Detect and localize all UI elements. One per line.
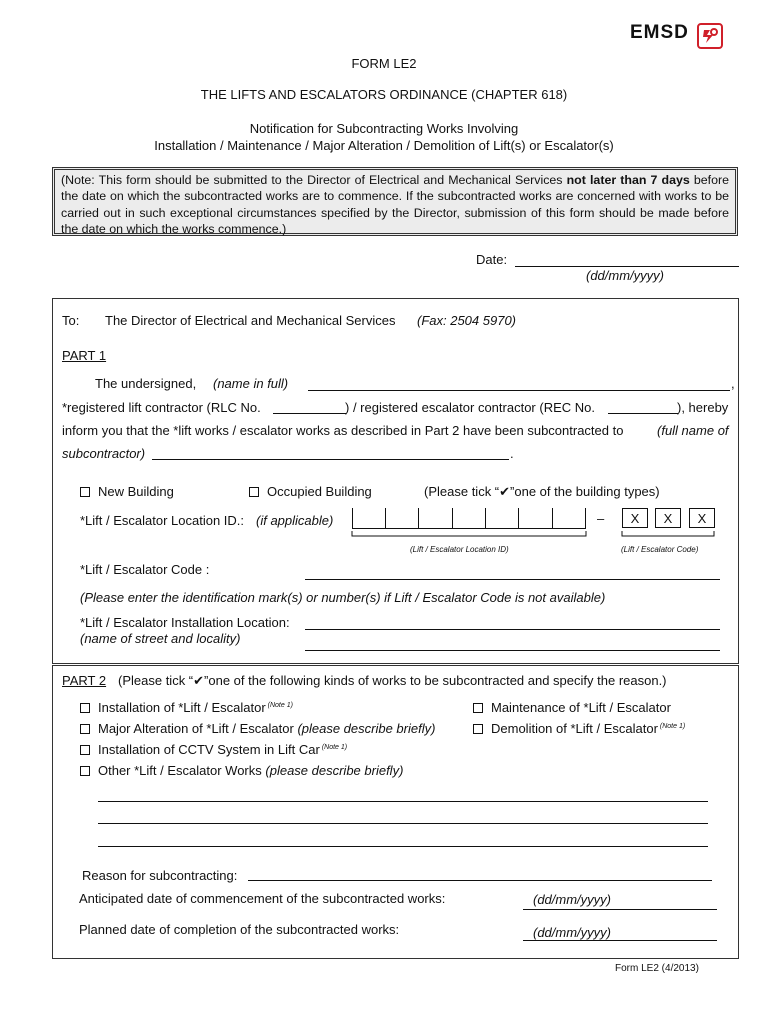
lift-code-field[interactable] bbox=[305, 579, 720, 580]
part1-frame bbox=[52, 298, 739, 664]
code-bracket bbox=[620, 530, 718, 542]
install-location-hint: (name of street and locality) bbox=[80, 631, 241, 646]
location-id-boxes[interactable] bbox=[352, 508, 586, 529]
description-line-3[interactable] bbox=[98, 846, 708, 847]
commencement-date-hint: (dd/mm/yyyy) bbox=[533, 892, 611, 907]
code-caption: (Lift / Escalator Code) bbox=[621, 545, 699, 554]
period: . bbox=[510, 446, 514, 461]
logo-text: EMSD bbox=[630, 22, 689, 43]
occupied-building-label: Occupied Building bbox=[267, 484, 372, 499]
other-works-label: Other *Lift / Escalator Works bbox=[98, 763, 262, 778]
description-line-2[interactable] bbox=[98, 823, 708, 824]
maintenance-label: Maintenance of *Lift / Escalator bbox=[491, 700, 671, 715]
completion-label: Planned date of completion of the subcontracted works: bbox=[79, 922, 400, 937]
completion-date-field[interactable] bbox=[523, 940, 717, 941]
inform-text: inform you that the *lift works / escalator works as described in Part 2 have been subcontracted to bbox=[62, 423, 624, 438]
occupied-building-checkbox[interactable] bbox=[249, 487, 259, 497]
location-id-caption: (Lift / Escalator Location ID) bbox=[410, 545, 509, 554]
major-alteration-label: Major Alteration of *Lift / Escalator bbox=[98, 721, 294, 736]
commencement-label: Anticipated date of commencement of the subcontracted works: bbox=[79, 891, 446, 906]
rec-label: ) / registered escalator contractor (REC No. bbox=[345, 400, 595, 415]
install-location-field-2[interactable] bbox=[305, 650, 720, 651]
reason-label: Reason for subcontracting: bbox=[82, 868, 238, 883]
location-id-cell[interactable] bbox=[552, 508, 553, 528]
installation-label: Installation of *Lift / Escalator bbox=[98, 700, 266, 715]
id-code-dash: – bbox=[597, 511, 605, 526]
lift-code-hint: (Please enter the identification mark(s) or number(s) if Lift / Escalator Code is not available) bbox=[80, 590, 606, 605]
work-major-alteration-option[interactable] bbox=[80, 721, 435, 736]
date-label: Date: bbox=[476, 252, 508, 267]
completion-date-hint: (dd/mm/yyyy) bbox=[533, 925, 611, 940]
date-format-hint: (dd/mm/yyyy) bbox=[586, 268, 664, 283]
lift-code-label: *Lift / Escalator Code : bbox=[80, 562, 210, 577]
part2-instruction: (Please tick “✔”one of the following kinds of works to be subcontracted and specify the reason.) bbox=[118, 673, 667, 688]
location-id-label: *Lift / Escalator Location ID.: bbox=[80, 513, 245, 528]
emsd-logo bbox=[630, 22, 689, 44]
to-label: To: bbox=[62, 313, 80, 328]
other-works-checkbox[interactable] bbox=[80, 766, 90, 776]
fax-number: (Fax: 2504 5970) bbox=[417, 313, 517, 328]
work-demolition-option[interactable] bbox=[473, 721, 685, 736]
rlc-number-field[interactable] bbox=[273, 413, 346, 414]
undersigned-label: The undersigned, bbox=[95, 376, 197, 391]
form-title-line2: Installation / Maintenance / Major Alteration / Demolition of Lift(s) or Escalator(s) bbox=[154, 138, 614, 153]
rlc-label: *registered lift contractor (RLC No. bbox=[62, 400, 261, 415]
if-applicable-hint: (if applicable) bbox=[256, 513, 334, 528]
date-field[interactable] bbox=[515, 266, 739, 267]
location-id-cell[interactable] bbox=[352, 508, 353, 528]
subcontractor-hint-b: subcontractor) bbox=[62, 446, 146, 461]
part1-heading: PART 1 bbox=[62, 348, 107, 363]
describe-briefly-hint: (please describe briefly) bbox=[265, 763, 404, 778]
major-alteration-checkbox[interactable] bbox=[80, 724, 90, 734]
installation-checkbox[interactable] bbox=[80, 703, 90, 713]
location-id-baseline bbox=[352, 528, 586, 529]
maintenance-checkbox[interactable] bbox=[473, 703, 483, 713]
note1-ref: (Note 1) bbox=[321, 744, 348, 751]
code-cell-2[interactable]: X bbox=[655, 508, 681, 528]
form-version: Form LE2 (4/2013) bbox=[615, 963, 699, 974]
description-line-1[interactable] bbox=[98, 801, 708, 802]
ordinance-title: THE LIFTS AND ESCALATORS ORDINANCE (CHAPTER 618) bbox=[200, 87, 568, 102]
work-maintenance-option[interactable] bbox=[473, 700, 671, 715]
cctv-checkbox[interactable] bbox=[80, 745, 90, 755]
work-other-option[interactable] bbox=[80, 763, 403, 778]
form-number: FORM LE2 bbox=[351, 56, 417, 71]
note1-ref: (Note 1) bbox=[267, 702, 293, 709]
demolition-checkbox[interactable] bbox=[473, 724, 483, 734]
work-installation-option[interactable] bbox=[80, 700, 293, 715]
submission-note bbox=[52, 167, 738, 236]
new-building-label: New Building bbox=[98, 484, 174, 499]
code-cell-3[interactable]: X bbox=[689, 508, 715, 528]
name-hint: (name in full) bbox=[213, 376, 289, 391]
location-id-cell[interactable] bbox=[518, 508, 519, 528]
recipient: The Director of Electrical and Mechanical Services bbox=[105, 313, 396, 328]
subcontractor-name-field[interactable] bbox=[152, 459, 509, 460]
note1-ref: (Note 1) bbox=[659, 723, 686, 730]
commencement-date-field[interactable] bbox=[523, 909, 717, 910]
reason-field[interactable] bbox=[248, 880, 712, 881]
location-id-cell[interactable] bbox=[385, 508, 386, 528]
new-building-option[interactable] bbox=[80, 484, 174, 499]
location-id-bracket bbox=[350, 530, 590, 542]
rec-number-field[interactable] bbox=[608, 413, 678, 414]
location-id-cell[interactable] bbox=[585, 508, 586, 528]
location-id-cell[interactable] bbox=[485, 508, 486, 528]
full-name-field[interactable] bbox=[308, 390, 730, 391]
emsd-logo-icon bbox=[697, 23, 723, 49]
occupied-building-option[interactable] bbox=[249, 484, 372, 499]
comma: , bbox=[731, 376, 735, 391]
describe-briefly-hint: (please describe briefly) bbox=[297, 721, 436, 736]
code-cell-1[interactable]: X bbox=[622, 508, 648, 528]
form-title-line1: Notification for Subcontracting Works Involving bbox=[249, 121, 519, 136]
note-text-continued: before the date on which the subcontracted works are to commence. If the subcontracted works are concerned with works to be carried out in such exceptional circumstances specified by the Director, submission of this form should be made before the date on which the works commence.) bbox=[61, 173, 730, 236]
install-location-field-1[interactable] bbox=[305, 629, 720, 630]
part2-heading: PART 2 bbox=[62, 673, 107, 688]
hereby-text: ), hereby bbox=[677, 400, 729, 415]
note-text: (Note: This form should be submitted to the Director of Electrical and Mechanical Services bbox=[61, 173, 567, 187]
location-id-cell[interactable] bbox=[452, 508, 453, 528]
location-id-cell[interactable] bbox=[418, 508, 419, 528]
new-building-checkbox[interactable] bbox=[80, 487, 90, 497]
install-location-label: *Lift / Escalator Installation Location: bbox=[80, 615, 290, 630]
note-deadline: not later than 7 days bbox=[566, 173, 690, 187]
building-tick-instruction: (Please tick “✔”one of the building types) bbox=[424, 484, 660, 499]
subcontractor-hint-a: (full name of bbox=[657, 423, 729, 438]
cctv-label: Installation of CCTV System in Lift Car bbox=[98, 742, 320, 757]
work-cctv-option[interactable] bbox=[80, 742, 347, 757]
demolition-label: Demolition of *Lift / Escalator bbox=[491, 721, 658, 736]
